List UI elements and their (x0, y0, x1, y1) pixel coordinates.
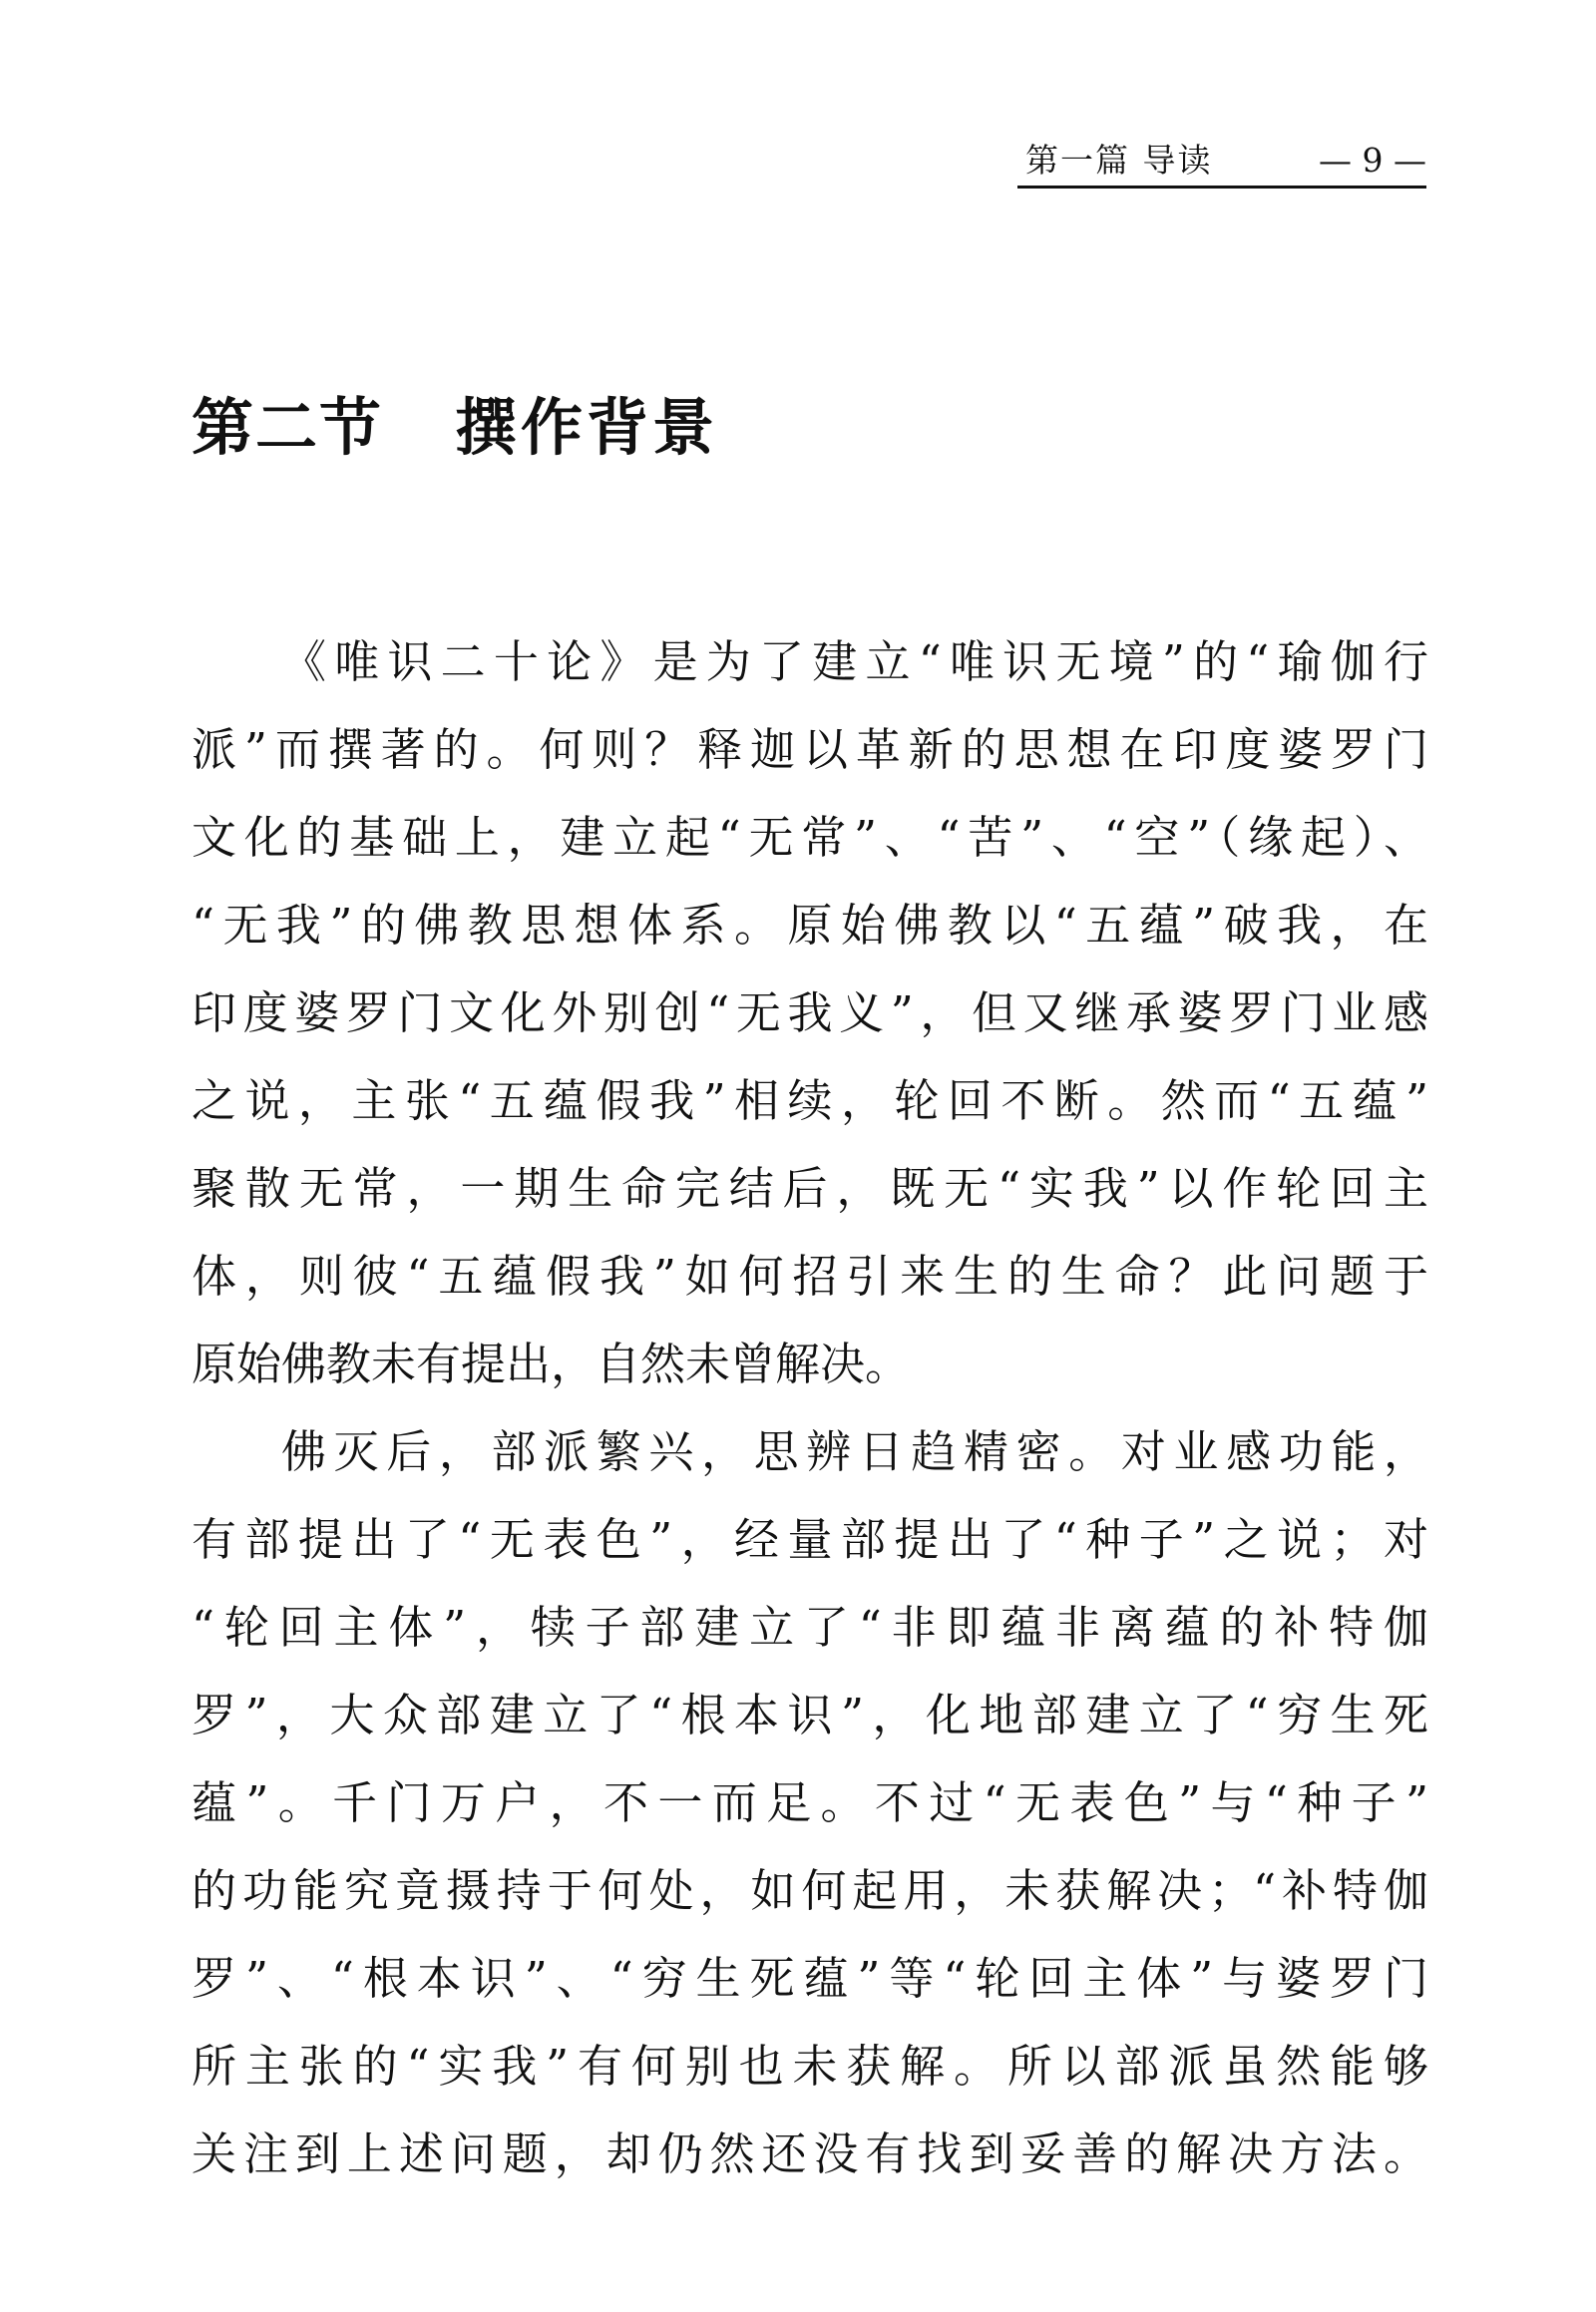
running-header (1017, 136, 1426, 189)
section-title: 撰作背景 (455, 391, 719, 464)
header-chapter-title: 第一篇 导读 (1025, 141, 1213, 180)
paragraph-line: 印度婆罗门文化外别创“无我义”，但又继承婆罗门业感 (192, 986, 1428, 1039)
header-page-number: — 9 — (1319, 141, 1426, 180)
paragraph-line: 所主张的“实我”有何别也未获解。所以部派虽然能够 (192, 2040, 1428, 2093)
paragraph-line: “轮回主体”，犊子部建立了“非即蕴非离蕴的补特伽 (192, 1601, 1428, 1654)
paragraph-line: 罗”，大众部建立了“根本识”，化地部建立了“穷生死 (192, 1689, 1428, 1741)
paragraph-line: “无我”的佛教思想体系。原始佛教以“五蕴”破我，在 (192, 899, 1428, 952)
paragraph-line: 罗”、“根本识”、“穷生死蕴”等“轮回主体”与婆罗门 (192, 1952, 1428, 2005)
paragraph-line: 聚散无常，一期生命完结后，既无“实我”以作轮回主 (192, 1162, 1428, 1215)
paragraph-line: 原始佛教未有提出，自然未曾解决。 (192, 1338, 911, 1390)
paragraph-line: 文化的基础上，建立起“无常”、“苦”、“空”（缘起）、 (192, 811, 1428, 864)
paragraph-line: 派”而撰著的。何则？释迦以革新的思想在印度婆罗门 (192, 723, 1428, 776)
paragraph-line: 有部提出了“无表色”，经量部提出了“种子”之说；对 (192, 1513, 1428, 1566)
paragraph-line: 之说，主张“五蕴假我”相续，轮回不断。然而“五蕴” (192, 1074, 1428, 1127)
paragraph-line: 蕴”。千门万户，不一而足。不过“无表色”与“种子” (192, 1776, 1428, 1829)
paragraph-line: 的功能究竟摄持于何处，如何起用，未获解决；“补特伽 (192, 1864, 1428, 1917)
paragraph-line: 《唯识二十论》是为了建立“唯识无境”的“瑜伽行 (281, 635, 1428, 688)
section-heading (192, 383, 718, 473)
section-number: 第二节 (192, 391, 384, 464)
paragraph-line: 关注到上述问题，却仍然还没有找到妥善的解决方法。 (192, 2127, 1428, 2180)
paragraph-line: 体，则彼“五蕴假我”如何招引来生的生命？此问题于 (192, 1250, 1428, 1303)
paragraph-line: 佛灭后，部派繁兴，思辨日趋精密。对业感功能， (281, 1425, 1428, 1478)
